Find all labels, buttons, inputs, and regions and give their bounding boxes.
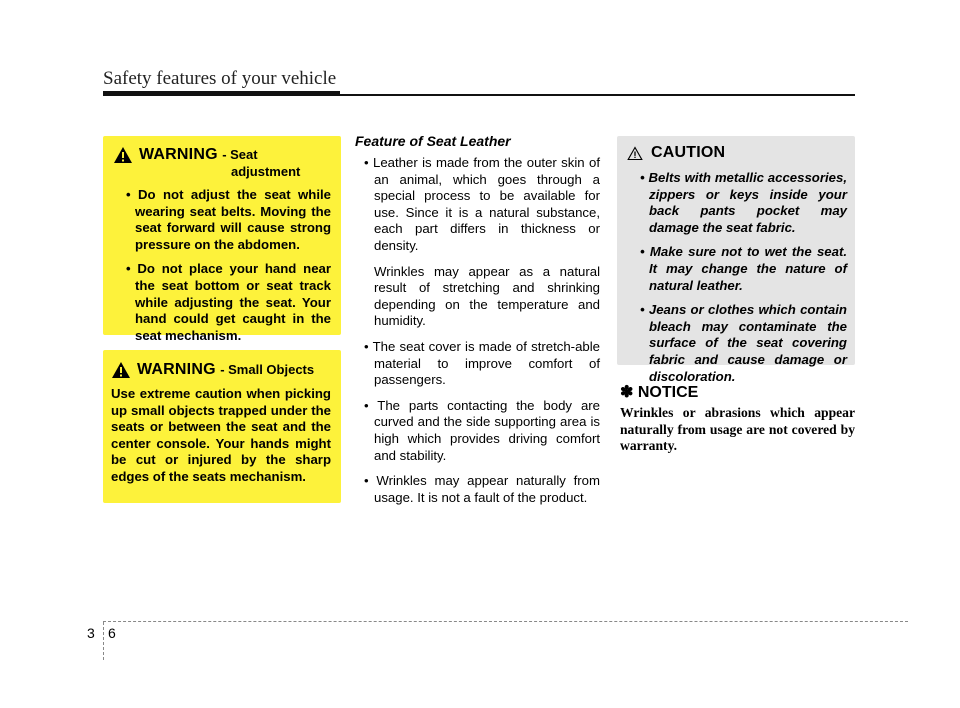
warning-triangle-icon <box>113 146 133 164</box>
list-item: • The seat cover is made of stretch-able material to improve comfort of passengers. <box>364 338 601 388</box>
list-item: • Leather is made from the outer skin of an animal, which goes through a special process to be available for use. Since it is a natural substance, each part differs in thickness or density. Wrinkles may appear as a natural result of stretching and shrinking depending on the temperature and humidity. <box>364 155 600 329</box>
caution-triangle-icon <box>627 146 643 161</box>
warning-word: WARNING <box>139 146 218 163</box>
footer-divider <box>103 622 104 660</box>
warning-seat-adjustment-box <box>103 136 341 343</box>
feature-list <box>355 155 600 506</box>
section-heading: Feature of Seat Leather <box>355 133 511 149</box>
list-item: • Do not adjust the seat while wearing seat belts. Moving the seat forward will cause strong pressure on the abdomen. <box>126 187 332 252</box>
warning-seat-title <box>113 146 331 179</box>
warning-objects-title <box>111 361 331 379</box>
warning-seat-list <box>113 187 331 344</box>
notice-symbol-icon: ✽ <box>620 384 634 401</box>
warning-subtitle: - Small Objects <box>220 362 315 377</box>
header-rule <box>103 94 855 96</box>
list-item: • Jeans or clothes which contain bleach may contaminate the surface of the seat covering fabric and cause damage or discoloration. <box>640 302 847 384</box>
notice-heading <box>620 382 698 402</box>
chapter-number: 3 <box>87 625 95 641</box>
notice-word: NOTICE <box>637 384 699 401</box>
warning-subtitle: - Seat <box>222 147 258 162</box>
list-item: • Make sure not to wet the seat. It may change the nature of natural leather. <box>640 244 847 293</box>
caution-title <box>627 144 847 162</box>
warning-triangle-icon <box>111 361 131 379</box>
caution-word: CAUTION <box>651 144 726 161</box>
footer-rule <box>103 621 908 622</box>
list-item: • Wrinkles may appear naturally from usage. It is not a fault of the product. <box>364 473 600 505</box>
caution-box <box>617 136 855 384</box>
list-item-extra: Wrinkles may appear as a natural result of stretching and shrinking depending on the temperature and humidity. <box>374 263 600 329</box>
warning-word: WARNING <box>137 361 216 378</box>
list-item: • Do not place your hand near the seat bottom or seat track while adjusting the seat. Your hand could get caught in the seat mechanism. <box>126 261 331 343</box>
list-item: • The parts contacting the body are curved and the side supporting area is high which provides driving comfort and stability. <box>364 397 601 463</box>
caution-list <box>627 170 847 385</box>
page-number: 6 <box>108 625 116 641</box>
page-header-title: Safety features of your vehicle <box>103 68 337 89</box>
warning-subtitle-cont: adjustment <box>231 164 301 179</box>
warning-small-objects-box <box>103 350 341 503</box>
list-item: • Belts with metallic accessories, zippers or keys inside your back pants pocket may damage the seat fabric. <box>640 170 847 235</box>
feature-seat-leather-section <box>355 133 600 515</box>
notice-text: Wrinkles or abrasions which appear naturally from usage are not covered by warranty. <box>620 405 855 454</box>
warning-objects-text: Use extreme caution when picking up small objects trapped under the seats or between the seat and the center console. Your hands might be cut or injured by the sharp edges of the seats mechanism. <box>111 386 331 484</box>
